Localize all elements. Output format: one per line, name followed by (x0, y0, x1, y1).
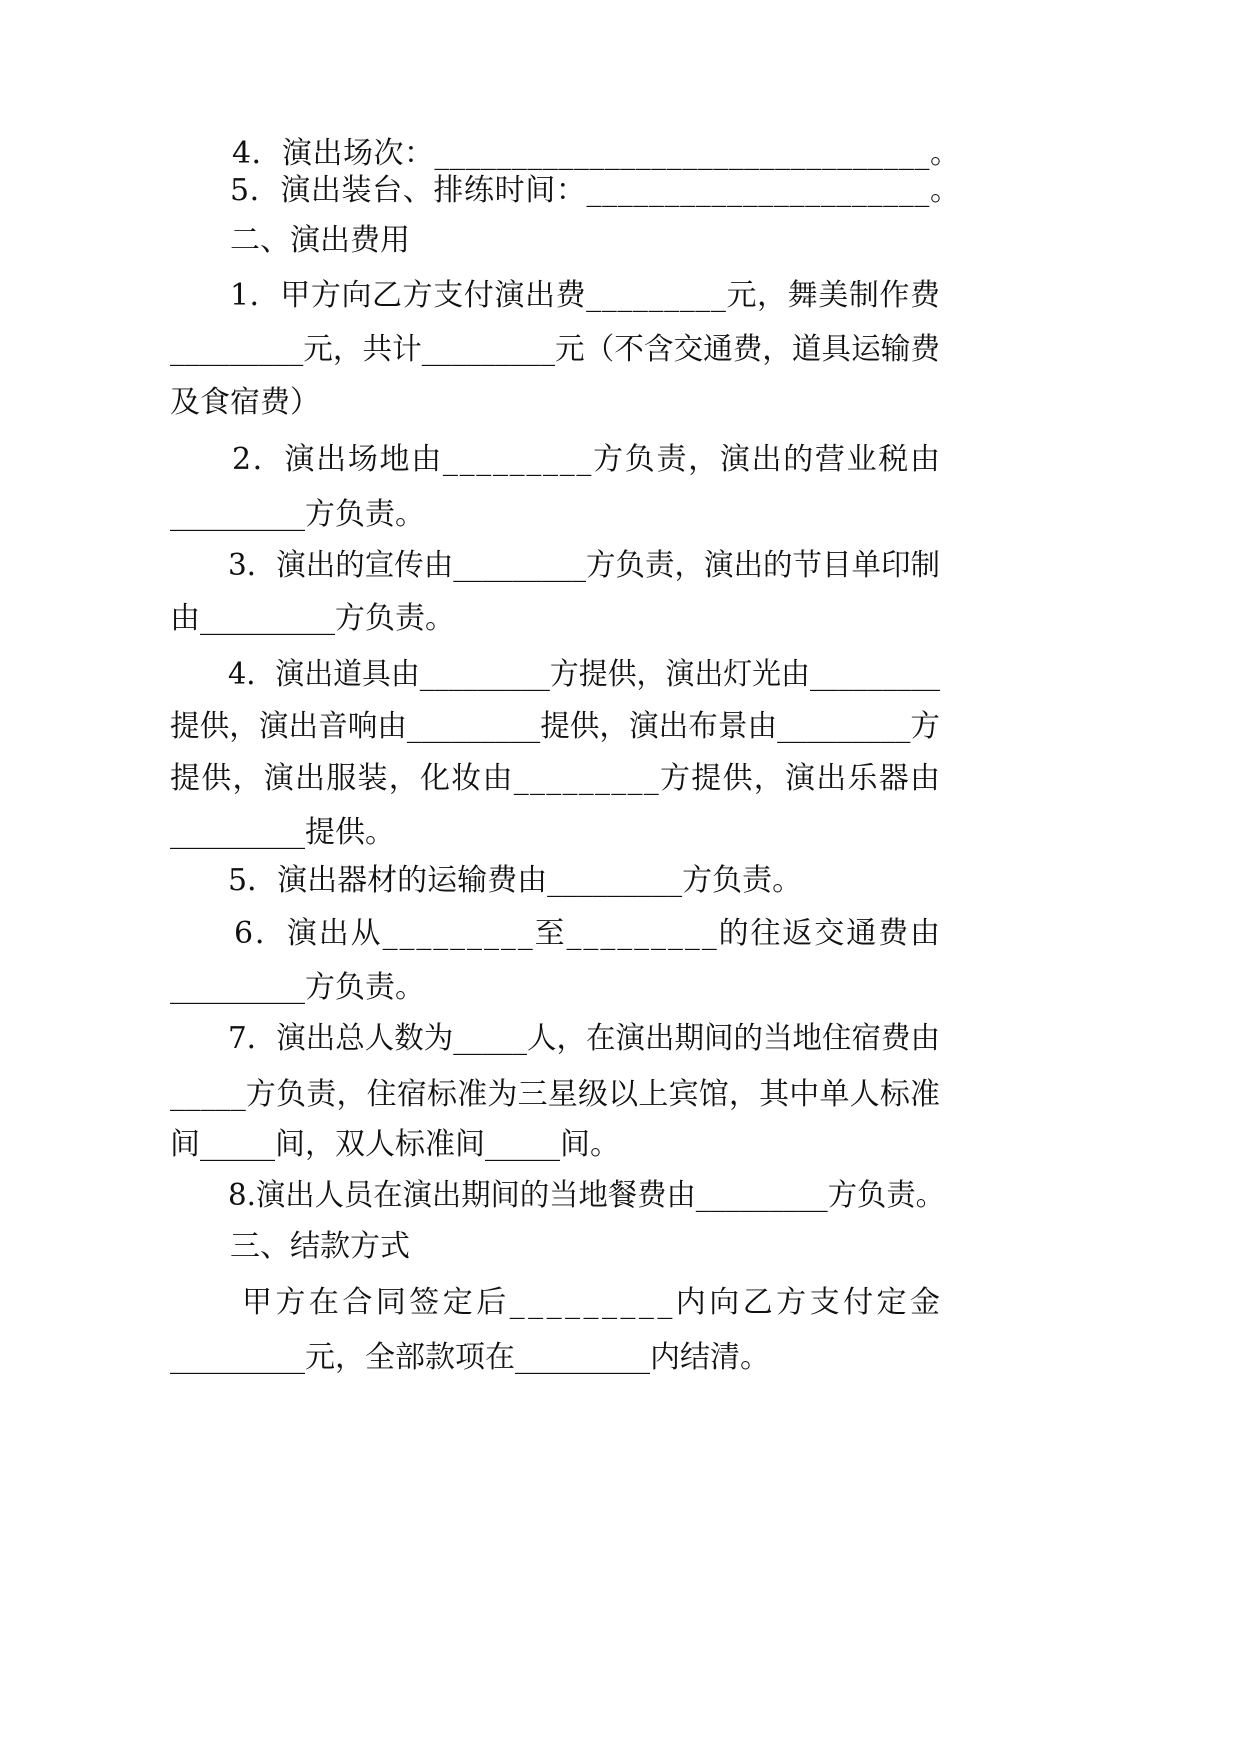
fee-clause-4-line-3: 提供，演出服装，化妆由_________方提供，演出乐器由 (170, 761, 942, 796)
fee-clause-3-line-2: 由_________方负责。 (170, 601, 455, 636)
fee-clause-6-line-1: 6．演出从_________至_________的往返交通费由 (234, 916, 942, 951)
payment-clause-line-2: _________元，全部款项在_________内结清。 (170, 1340, 770, 1375)
fee-clause-3-line-1: 3．演出的宣传由_________方负责，演出的节目单印制 (228, 548, 940, 583)
fee-clause-4-line-1: 4．演出道具由_________方提供，演出灯光由_________ (228, 657, 940, 692)
fee-clause-8: 8.演出人员在演出期间的当地餐费由_________方负责。 (228, 1178, 945, 1213)
fee-clause-1-line-2: _________元，共计_________元（不含交通费，道具运输费 (170, 332, 940, 367)
clause-4-performance-count: 4．演出场次：________________________________。 (232, 136, 961, 171)
fee-clause-4-line-2: 提供，演出音响由_________提供，演出布景由_________方 (170, 709, 940, 744)
section-heading-fees: 二、演出费用 (230, 223, 410, 258)
fee-clause-1-line-3: 及食宿费） (170, 385, 320, 420)
payment-clause-line-1: 甲方在合同签定后_________内向乙方支付定金 (242, 1285, 944, 1320)
clause-5-setup-rehearsal-time: 5．演出装台、排练时间：______________________。 (230, 173, 961, 208)
fee-clause-4-line-4: _________提供。 (170, 815, 395, 850)
fee-clause-2-line-2: _________方负责。 (170, 497, 425, 532)
fee-clause-7-line-3: 间_____间，双人标准间_____间。 (170, 1127, 620, 1162)
fee-clause-7-line-2: _____方负责，住宿标准为三星级以上宾馆，其中单人标准 (170, 1077, 941, 1112)
fee-clause-6-line-2: _________方负责。 (170, 970, 425, 1005)
fee-clause-5: 5．演出器材的运输费由_________方负责。 (228, 863, 803, 898)
fee-clause-1-line-1: 1．甲方向乙方支付演出费_________元，舞美制作费 (230, 278, 941, 313)
fee-clause-2-line-1: 2．演出场地由_________方负责，演出的营业税由 (232, 442, 942, 477)
fee-clause-7-line-1: 7．演出总人数为_____人，在演出期间的当地住宿费由 (228, 1021, 940, 1056)
section-heading-payment: 三、结款方式 (230, 1229, 410, 1264)
